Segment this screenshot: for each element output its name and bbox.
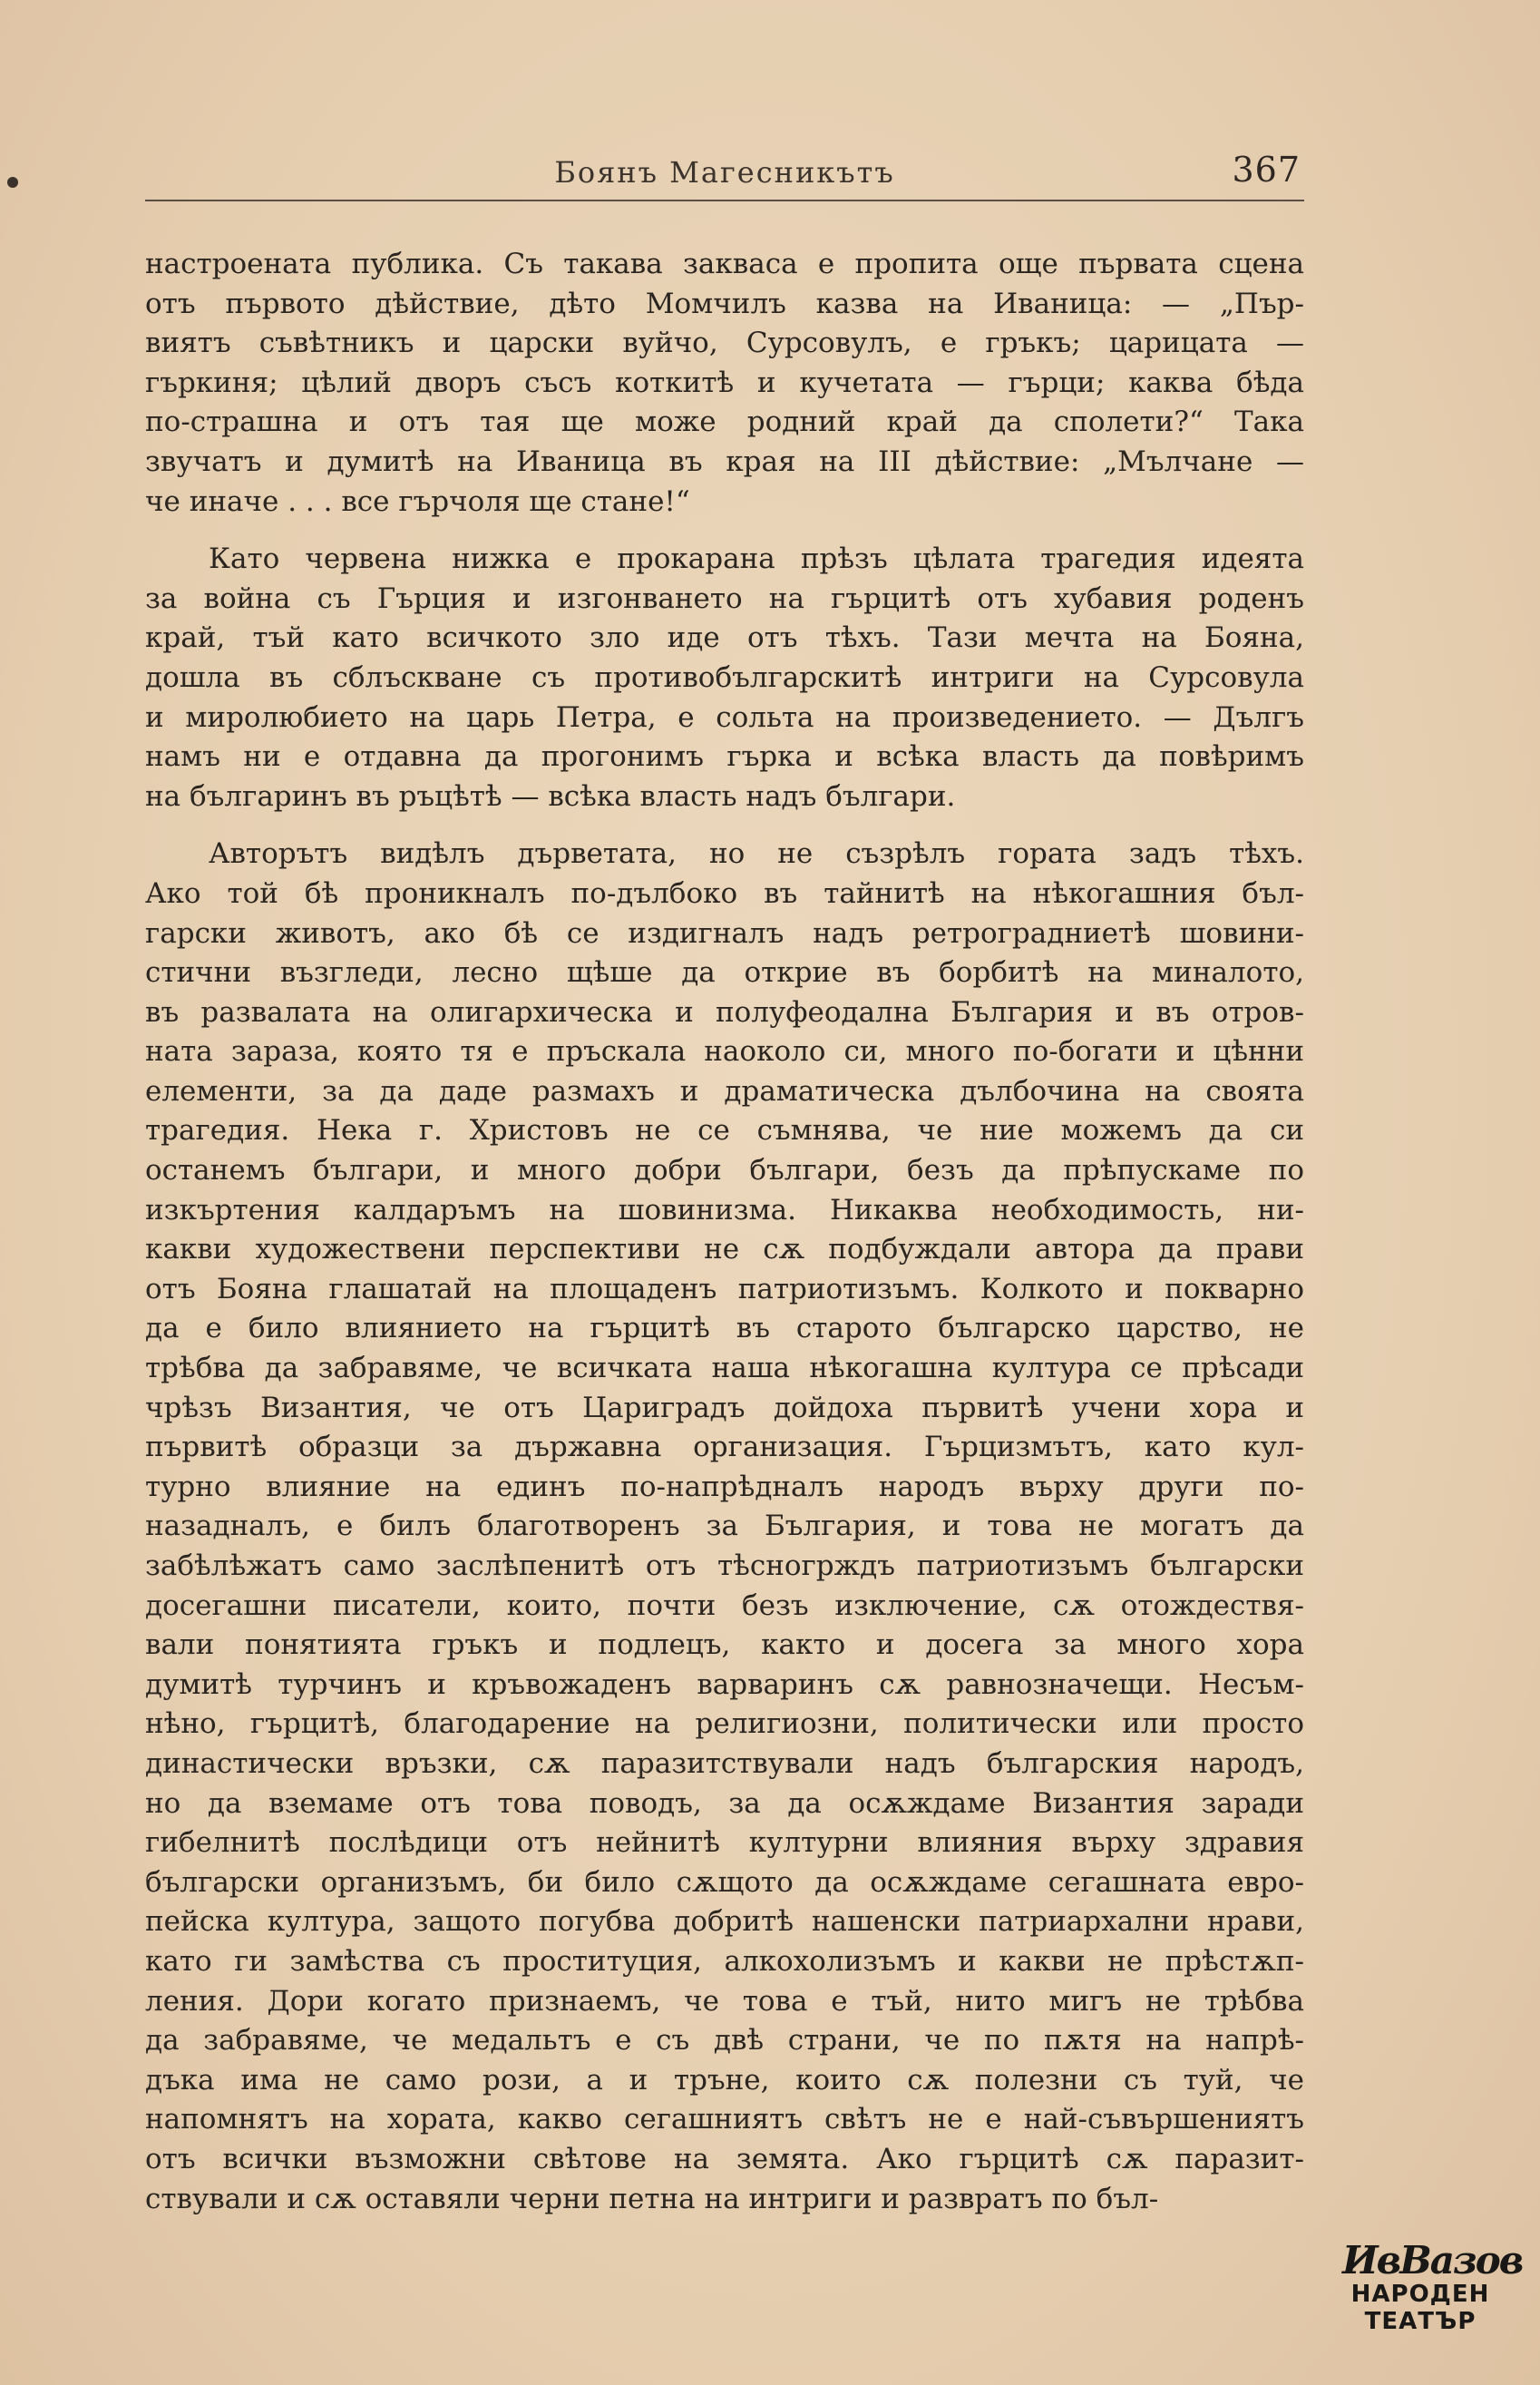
text-line: гарски животъ, ако бѣ се издигналъ надъ ретроградниетѣ шовини- [145, 916, 1304, 950]
text-line: назадналъ, е билъ благотворенъ за България, и това не могатъ да [145, 1510, 1304, 1543]
text-line: останемъ българи, и много добри българи, безъ да прѣпускаме по [145, 1154, 1304, 1188]
text-line: ствували и сѫ оставяли черни петна на интриги и развратъ по бъл- [145, 2182, 1159, 2215]
text-line: династически връзки, сѫ паразитствували надъ българския народъ, [145, 1746, 1304, 1780]
text-line: отъ първото дѣйствие, дѣто Момчилъ казва на Иваница: — „Пър- [145, 287, 1304, 320]
paragraph [145, 835, 1304, 2219]
text-line: трѣбва да забравяме, че всичката наша нѣкогашна култура се прѣсади [145, 1352, 1304, 1385]
text-line: думитѣ турчинъ и кръвожаденъ варваринъ сѫ равнозначещи. Несъм- [145, 1667, 1304, 1701]
header-rule [145, 200, 1304, 201]
text-line: да е било влиянието на гърцитѣ въ старото българско царство, не [145, 1312, 1304, 1345]
text-line: гибелнитѣ послѣдици отъ нейнитѣ културни влияния върху здравия [145, 1826, 1304, 1860]
text-line: но да вземаме отъ това поводъ, за да осѫждаме Византия заради [145, 1786, 1304, 1820]
stamp-line-2: ТЕАТЪР [1364, 2308, 1477, 2335]
body-text [145, 245, 1304, 2219]
text-line: елементи, за да даде размахъ и драматическа дълбочина на своята [145, 1074, 1304, 1108]
text-line: Ако той бѣ проникналъ по-дълбоко въ тайнитѣ на нѣкогашния бъл- [145, 876, 1304, 910]
text-line: като ги замѣства съ проституция, алкохолизъмъ и какви не прѣстѫп- [145, 1944, 1304, 1978]
text-line: пейска култура, защото погубва добритѣ нашенски патриархални нрави, [145, 1905, 1304, 1939]
text-line: да забравяме, че медальтъ е съ двѣ страни, че по пѫтя на напрѣ- [145, 2024, 1304, 2058]
text-line: какви художествени перспективи не сѫ подбуждали автора да прави [145, 1233, 1304, 1266]
text-line: първитѣ образци за държавна организация. Гърцизмътъ, като кул- [145, 1431, 1304, 1464]
text-line: напомнятъ на хората, какво сегашниятъ свѣтъ не е най-съвършениятъ [145, 2103, 1304, 2136]
text-line: дъка има не само рози, а и трънe, които сѫ полезни съ туй, че [145, 2063, 1304, 2097]
text-line: въ развалата на олигархическа и полуфеодална България и въ отров- [145, 995, 1304, 1029]
text-line: забѣлѣжатъ само заслѣпенитѣ отъ тѣсногрждъ патриотизъмъ български [145, 1549, 1304, 1582]
text-line: досегашни писатели, които, почти безъ изключение, сѫ отождествя- [145, 1588, 1304, 1622]
text-line: ления. Дори когато признаемъ, че това е тъй, нито мигъ не трѣбва [145, 1984, 1304, 2018]
running-head: Боянъ Магесникътъ [554, 155, 895, 190]
stamp-line-1: НАРОДЕН [1350, 2281, 1490, 2308]
paragraph [145, 245, 1304, 522]
text-line: виятъ съвѣтникъ и царски вуйчо, Сурсовулъ, е гръкъ; царицата — [145, 327, 1304, 360]
page-number: 367 [1232, 150, 1301, 190]
page-edge-mark [7, 177, 18, 188]
text-line: звучатъ и думитѣ на Иваница въ края на III дѣйствие: „Мълчане — [145, 445, 1304, 478]
text-line: отъ всички възможни свѣтове на земята. Ако гърцитѣ сѫ паразит- [145, 2142, 1304, 2175]
text-line: и миролюбието на царь Петра, е сольта на произведението. — Дългъ [145, 700, 1304, 734]
text-line: дошла въ сблъскване съ противобългарскитѣ интриги на Сурсовула [145, 660, 1304, 694]
text-line: за война съ Гърция и изгонването на гърцитѣ отъ хубавия роденъ [145, 582, 1304, 615]
text-line: по-страшна и отъ тая ще може родний край да сполети?“ Така [145, 406, 1304, 439]
text-line: стични възгледи, лесно щѣше да открие въ борбитѣ на миналото, [145, 956, 1304, 990]
page-header [145, 150, 1304, 204]
library-stamp [1342, 2238, 1523, 2346]
text-line: Авторътъ видѣлъ дърветата, но не съзрѣлъ гората задъ тѣхъ. [209, 837, 1304, 871]
text-line: ната зараза, която тя е пръскала наоколо си, много по-богати и цѣнни [145, 1035, 1304, 1069]
text-line: вали понятията гръкъ и подлецъ, както и досега за много хора [145, 1628, 1304, 1662]
text-line: гъркиня; цѣлий дворъ съсъ коткитѣ и кучетата — гърци; каква бѣда [145, 366, 1304, 399]
text-line: чрѣзъ Византия, че отъ Цариградъ дойдоха първитѣ учени хора и [145, 1391, 1304, 1424]
paragraph [145, 540, 1304, 816]
text-line: на българинъ въ ръцѣтѣ — всѣка власть надъ българи. [145, 779, 956, 813]
text-line: трагедия. Нека г. Христовъ не се съмнява, че ние можемъ да си [145, 1114, 1304, 1148]
text-line: край, тъй като всичкото зло иде отъ тѣхъ. Тази мечта на Бояна, [145, 621, 1304, 655]
text-line: изкъртения калдаръмъ на шовинизма. Никаква необходимость, ни- [145, 1193, 1304, 1227]
text-line: че иначе . . . все гърчоля ще стане!“ [145, 484, 690, 518]
text-line: турно влияние на единъ по-напрѣдналъ народъ върху други по- [145, 1470, 1304, 1503]
text-line: настроената публика. Съ такава закваса е пропита още първата сцена [145, 248, 1304, 280]
text-line: български организъмъ, би било сѫщото да осѫждаме сегашната евро- [145, 1865, 1304, 1899]
stamp-script-logo: ИвВазов [1342, 2238, 1523, 2282]
text-line: отъ Бояна глашатай на площаденъ патриотизъмъ. Колкото и покварно [145, 1272, 1304, 1305]
text-line: намъ ни е отдавна да прогонимъ гърка и всѣка власть да повѣримъ [145, 740, 1304, 774]
text-line: нѣно, гърцитѣ, благодарение на религиозни, политически или просто [145, 1707, 1304, 1741]
text-line: Като червена нижка е прокарана прѣзъ цѣлата трагедия идеята [209, 542, 1304, 576]
